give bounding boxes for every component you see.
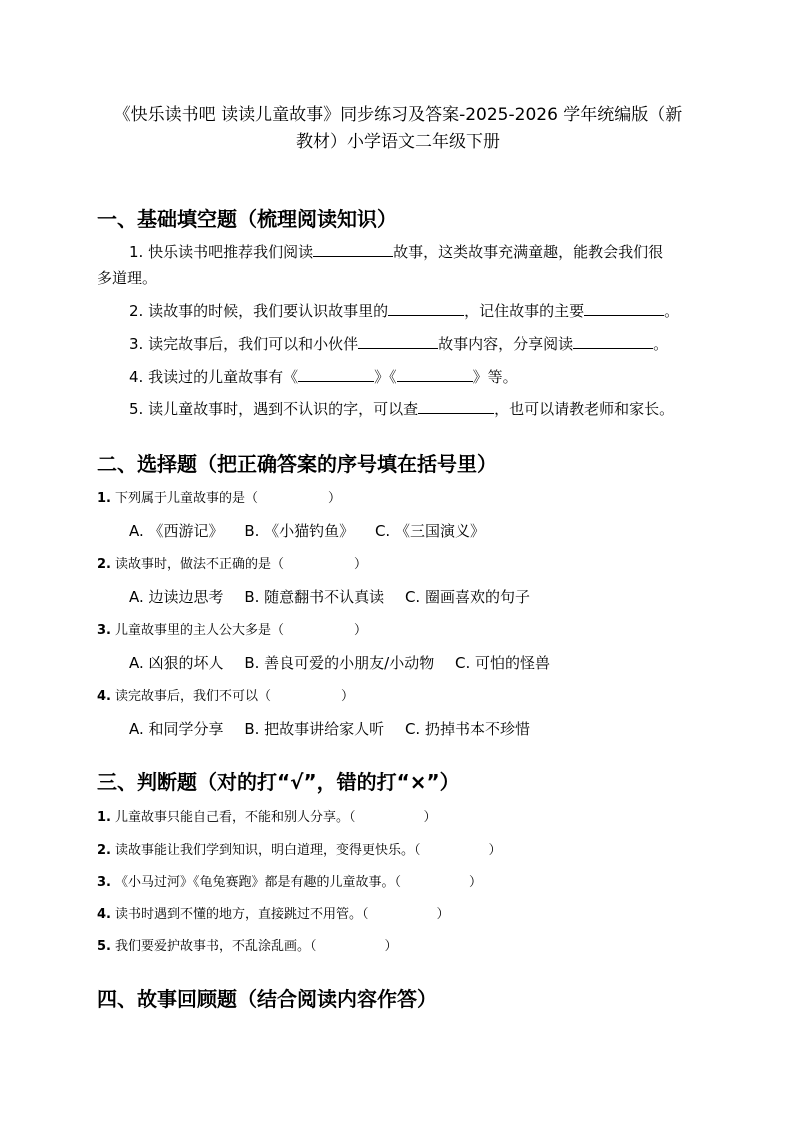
question-text: 读书时遇到不懂的地方，直接跳过不用管。（ [115, 907, 369, 922]
judge-item-2 [97, 839, 502, 858]
choice-options-3 [129, 652, 566, 673]
option-b: B. 《小猫钓鱼》 [244, 522, 355, 540]
option-a: A. 边读边思考 [129, 588, 224, 606]
judge-item-1 [97, 806, 437, 825]
fill-item-text: 故事内容，分享阅读 [438, 335, 574, 353]
doc-title-line-2: 教材）小学语文二年级下册 [296, 132, 500, 152]
section-2-heading: 二、选择题（把正确答案的序号填在括号里） [97, 452, 497, 476]
option-b: B. 随意翻书不认真读 [244, 588, 385, 606]
question-close-paren: ） [341, 689, 355, 704]
answer-blank[interactable] [388, 299, 464, 316]
fill-item-number: 2. [129, 302, 144, 320]
question-text: 读故事能让我们学到知识，明白道理，变得更快乐。（ [115, 843, 421, 858]
question-number: 2. [97, 843, 111, 858]
option-a: A. 凶狠的坏人 [129, 654, 224, 672]
fill-item-2 [97, 298, 702, 324]
judge-item-3 [97, 871, 482, 890]
question-close-paren: ） [354, 623, 368, 638]
question-text: 下列属于儿童故事的是（ [115, 491, 259, 506]
question-text: 《小马过河》《龟兔赛跑》都是有趣的儿童故事。（ [115, 875, 402, 890]
choice-options-2 [129, 586, 546, 607]
answer-blank[interactable] [358, 332, 438, 349]
fill-item-text: 故事，这类故事充满童趣，能教会我们很 [393, 243, 664, 261]
question-text: 我们要爱护故事书，不乱涂乱画。（ [115, 939, 317, 954]
question-number: 4. [97, 907, 111, 922]
option-b: B. 善良可爱的小朋友/小动物 [244, 654, 435, 672]
question-number: 3. [97, 875, 111, 890]
question-number: 1. [97, 491, 111, 506]
fill-item-5 [97, 396, 702, 422]
section-4-heading: 四、故事回顾题（结合阅读内容作答） [97, 987, 437, 1011]
choice-question-3 [97, 619, 367, 638]
fill-item-text: 读故事的时候，我们要认识故事里的 [148, 302, 389, 320]
question-close-paren: ） [436, 907, 450, 922]
fill-item-text: 我读过的儿童故事有《 [148, 368, 299, 386]
question-number: 5. [97, 939, 111, 954]
fill-item-text: 读完故事后，我们可以和小伙伴 [148, 335, 359, 353]
fill-item-text: 。 [664, 302, 680, 320]
doc-title-line-1: 《快乐读书吧 读读儿童故事》同步练习及答案-2025-2026 学年统编版（新 [113, 105, 683, 125]
fill-item-text: 》《 [374, 368, 397, 386]
option-c: C. 《三国演义》 [374, 522, 485, 540]
question-close-paren: ） [488, 843, 502, 858]
option-a: A. 和同学分享 [129, 720, 224, 738]
fill-item-text: 快乐读书吧推荐我们阅读 [148, 243, 314, 261]
fill-item-text: 读儿童故事时，遇到不认识的字，可以查 [148, 400, 419, 418]
answer-blank[interactable] [313, 240, 393, 257]
choice-question-4 [97, 685, 354, 704]
option-b: B. 把故事讲给家人听 [244, 720, 385, 738]
choice-question-2 [97, 553, 367, 572]
fill-item-text: 多道理。 [97, 269, 158, 287]
question-close-paren: ） [423, 810, 437, 825]
answer-blank[interactable] [584, 299, 664, 316]
question-text: 读故事时，做法不正确的是（ [115, 557, 285, 572]
fill-item-text: ，也可以请教老师和家长。 [494, 400, 675, 418]
answer-blank[interactable] [397, 365, 473, 382]
section-3-heading: 三、判断题（对的打“√”，错的打“×”） [97, 770, 460, 794]
question-number: 4. [97, 689, 111, 704]
question-number: 1. [97, 810, 111, 825]
question-close-paren: ） [354, 557, 368, 572]
fill-item-text: ，记住故事的主要 [464, 302, 585, 320]
answer-blank[interactable] [418, 397, 494, 414]
choice-options-4 [129, 718, 546, 739]
fill-item-4 [97, 364, 702, 390]
option-a: A. 《西游记》 [129, 522, 224, 540]
option-c: C. 可怕的怪兽 [455, 654, 551, 672]
question-close-paren: ） [384, 939, 398, 954]
fill-item-3 [97, 331, 702, 357]
option-c: C. 圈画喜欢的句子 [404, 588, 530, 606]
answer-blank[interactable] [298, 365, 374, 382]
fill-item-text: 》等。 [472, 368, 518, 386]
fill-item-number: 4. [129, 368, 144, 386]
fill-item-text: 。 [653, 335, 669, 353]
answer-blank[interactable] [573, 332, 653, 349]
option-c: C. 扔掉书本不珍惜 [404, 720, 530, 738]
choice-options-1 [129, 520, 501, 541]
judge-item-5 [97, 935, 398, 954]
fill-item-number: 1. [129, 243, 144, 261]
choice-question-1 [97, 487, 341, 506]
question-text: 读完故事后，我们不可以（ [115, 689, 272, 704]
question-number: 2. [97, 557, 111, 572]
question-number: 3. [97, 623, 111, 638]
section-1-heading: 一、基础填空题（梳理阅读知识） [97, 207, 397, 231]
fill-item-number: 5. [129, 400, 144, 418]
fill-item-1 [97, 239, 702, 291]
question-close-paren: ） [328, 491, 342, 506]
judge-item-4 [97, 903, 450, 922]
fill-item-number: 3. [129, 335, 144, 353]
question-close-paren: ） [469, 875, 483, 890]
question-text: 儿童故事只能自己看，不能和别人分享。（ [115, 810, 356, 825]
question-text: 儿童故事里的主人公大多是（ [115, 623, 285, 638]
